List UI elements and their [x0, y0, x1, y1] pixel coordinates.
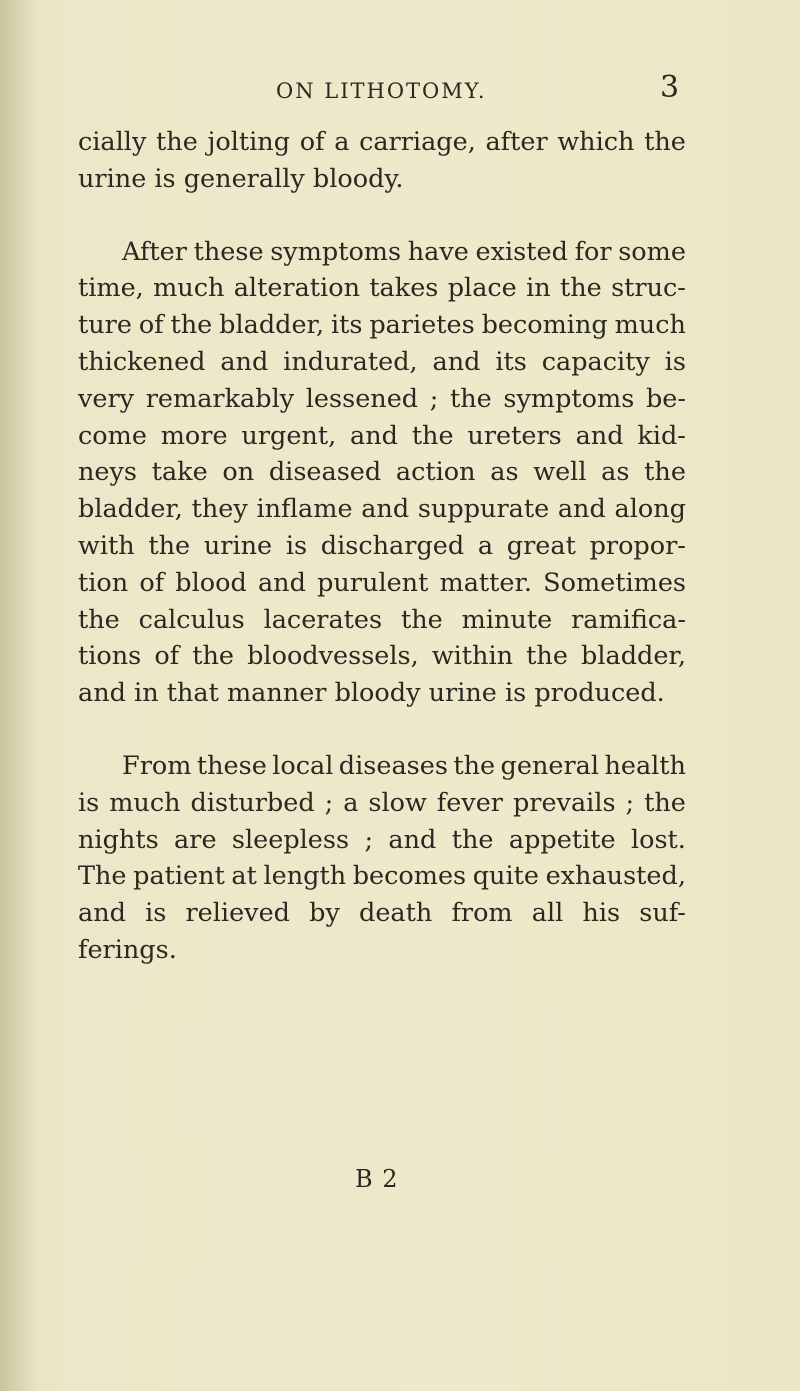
word: have	[407, 236, 469, 267]
word: they	[191, 494, 248, 525]
word: its	[495, 346, 527, 377]
word: capacity	[541, 346, 650, 377]
word: all	[531, 898, 564, 929]
word: the	[560, 273, 602, 304]
word: quite	[472, 861, 539, 892]
word: matter.	[439, 567, 532, 598]
word: diseased	[268, 457, 382, 488]
word: a	[343, 787, 359, 818]
word: purulent	[317, 567, 429, 598]
word: some	[618, 236, 686, 267]
word: the	[156, 127, 198, 157]
text-line	[78, 454, 686, 491]
word: and	[361, 494, 410, 525]
word: the	[78, 604, 120, 635]
word: the	[451, 824, 494, 855]
word: alteration	[233, 273, 360, 304]
word: are	[174, 824, 217, 855]
word: the	[453, 750, 496, 781]
word: parietes	[369, 310, 475, 341]
word: length	[263, 861, 347, 892]
word: place	[447, 273, 517, 304]
word: suf-	[639, 898, 686, 929]
word: prevails	[512, 787, 616, 818]
word: thickened	[78, 346, 206, 377]
text-line: and in that manner bloody urine is produced.	[78, 678, 665, 709]
word: be-	[645, 383, 686, 414]
word: the	[192, 641, 235, 672]
word: symptoms	[270, 236, 402, 267]
gutter-shadow	[0, 0, 36, 1391]
word: propor-	[589, 530, 686, 561]
word: along	[614, 494, 686, 525]
word: existed	[475, 236, 568, 267]
page-header	[0, 70, 800, 106]
word: minute	[461, 604, 553, 635]
text-line	[78, 638, 686, 675]
text-line	[78, 124, 686, 161]
word: its	[330, 310, 363, 341]
word: by	[309, 898, 340, 929]
word: time,	[78, 273, 144, 304]
word: urine	[203, 530, 273, 561]
body-text	[78, 124, 686, 969]
word: discharged	[320, 530, 465, 561]
word: of	[138, 310, 164, 341]
word: becoming	[481, 310, 608, 341]
word: after	[485, 127, 548, 157]
word: and	[350, 420, 398, 451]
word: nights	[78, 824, 159, 855]
word: a	[477, 530, 494, 561]
word: becomes	[352, 861, 467, 892]
word: the	[644, 457, 686, 488]
word: local	[272, 750, 334, 781]
word: and	[432, 346, 481, 377]
word: as	[490, 457, 519, 488]
word: is	[285, 530, 308, 561]
word: remarkably	[145, 383, 295, 414]
text-line	[78, 491, 686, 528]
paragraph-gap	[78, 712, 686, 748]
text-line	[78, 565, 686, 602]
word: of	[139, 567, 165, 598]
word: exhausted,	[545, 861, 686, 892]
word: which	[557, 127, 635, 157]
word: come	[78, 420, 147, 451]
word: very	[78, 383, 135, 414]
text-line	[78, 418, 686, 455]
text-line	[78, 785, 686, 822]
word: After	[122, 236, 187, 267]
word: ureters	[467, 420, 562, 451]
word: bladder,	[78, 494, 183, 525]
word: more	[160, 420, 228, 451]
word: his	[582, 898, 621, 929]
text-line: urine is generally bloody.	[78, 163, 404, 194]
word: lacerates	[263, 604, 383, 635]
word: for	[574, 236, 612, 267]
word: much	[614, 310, 686, 341]
word: lessened	[305, 383, 419, 414]
word: within	[431, 641, 514, 672]
word: the	[450, 383, 492, 414]
word: disturbed	[190, 787, 315, 818]
text-line	[78, 895, 686, 932]
word: and	[388, 824, 437, 855]
word: is	[78, 787, 100, 818]
word: at	[231, 861, 257, 892]
text-line	[78, 822, 686, 859]
word: action	[395, 457, 476, 488]
text-line	[78, 748, 686, 785]
word: the	[401, 604, 443, 635]
word: great	[506, 530, 576, 561]
signature-mark: B 2	[355, 1165, 399, 1193]
text-line: ferings.	[78, 934, 177, 965]
word: lost.	[630, 824, 686, 855]
word: slow	[368, 787, 427, 818]
word: general	[500, 750, 600, 781]
word: and	[220, 346, 269, 377]
word: as	[601, 457, 630, 488]
word: well	[533, 457, 587, 488]
word: fever	[436, 787, 503, 818]
text-line	[78, 858, 686, 895]
word: much	[109, 787, 181, 818]
word: the	[411, 420, 454, 451]
word: ture	[78, 310, 132, 341]
word: the	[148, 530, 191, 561]
word: sleepless	[231, 824, 350, 855]
word: in	[526, 273, 551, 304]
word: take	[151, 457, 208, 488]
text-line	[78, 307, 686, 344]
word: these	[196, 750, 267, 781]
word: the	[644, 127, 686, 157]
word: of	[154, 641, 180, 672]
word: of	[299, 127, 325, 157]
word: from	[451, 898, 513, 929]
word: suppurate	[417, 494, 550, 525]
text-line	[78, 381, 686, 418]
text-line	[78, 344, 686, 381]
word: with	[78, 530, 135, 561]
word: patient	[133, 861, 225, 892]
word: ;	[324, 787, 334, 818]
word: blood	[175, 567, 247, 598]
word: and	[257, 567, 306, 598]
word: kid-	[637, 420, 686, 451]
running-head: ON LITHOTOMY.	[276, 79, 487, 103]
word: struc-	[611, 273, 686, 304]
word: is	[664, 346, 686, 377]
word: is	[145, 898, 167, 929]
word: diseases	[338, 750, 448, 781]
word: takes	[369, 273, 439, 304]
page-number: 3	[660, 70, 680, 105]
word: tions	[78, 641, 142, 672]
word: indurated,	[283, 346, 418, 377]
word: tion	[78, 567, 129, 598]
text-line	[78, 234, 686, 271]
word: neys	[78, 457, 138, 488]
word: calculus	[138, 604, 245, 635]
word: and	[557, 494, 606, 525]
word: a	[334, 127, 350, 157]
word: the	[170, 310, 213, 341]
text-line	[78, 602, 686, 639]
word: ;	[625, 787, 635, 818]
word: relieved	[185, 898, 290, 929]
word: ramifica-	[571, 604, 686, 635]
word: bladder,	[219, 310, 325, 341]
word: much	[153, 273, 225, 304]
word: The	[78, 861, 127, 892]
word: jolting	[207, 127, 291, 157]
word: cially	[78, 127, 147, 157]
word: these	[193, 236, 264, 267]
word: ;	[429, 383, 439, 414]
word: symptoms	[503, 383, 635, 414]
word: Sometimes	[543, 567, 686, 598]
word: death	[359, 898, 433, 929]
word: appetite	[508, 824, 616, 855]
word: the	[526, 641, 568, 672]
paragraph-gap	[78, 198, 686, 234]
word: bloodvessels,	[247, 641, 419, 672]
word: on	[222, 457, 255, 488]
word: the	[644, 787, 686, 818]
word: carriage,	[359, 127, 476, 157]
word: and	[78, 898, 126, 929]
word: health	[604, 750, 686, 781]
word: inflame	[256, 494, 353, 525]
text-line	[78, 270, 686, 307]
word: From	[122, 750, 192, 781]
word: and	[575, 420, 624, 451]
word: bladder,	[581, 641, 686, 672]
text-line	[78, 528, 686, 565]
word: urgent,	[241, 420, 337, 451]
word: ;	[364, 824, 374, 855]
